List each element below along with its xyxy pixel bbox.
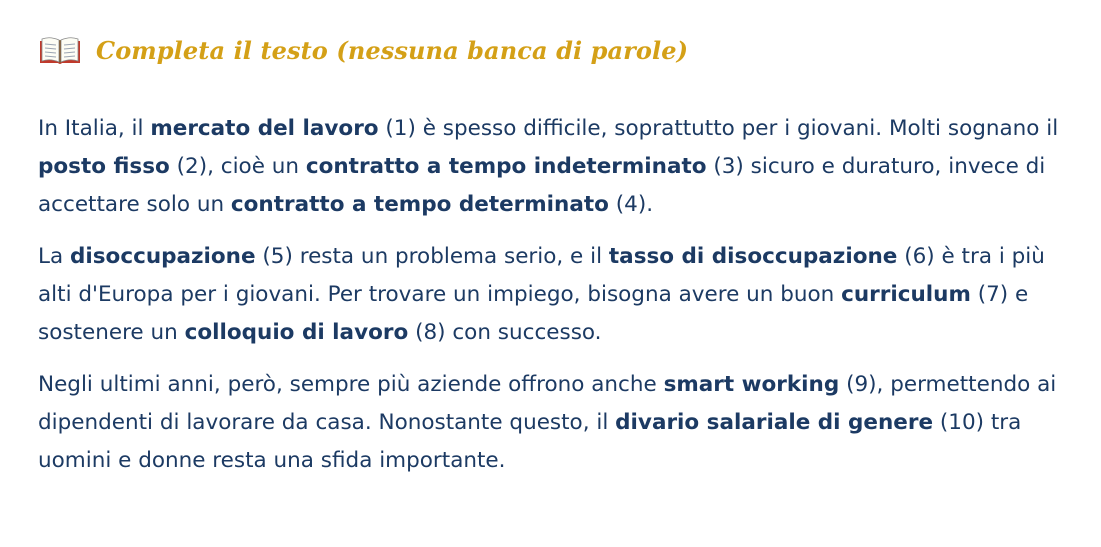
paragraph — [38, 238, 1068, 352]
vocabulary-term: colloquio di lavoro — [184, 320, 409, 345]
exercise-heading — [38, 28, 1068, 72]
open-book-icon — [38, 33, 82, 67]
paragraph-text: (1) è spesso difficile, soprattutto per i giovani. Molti sognano il — [378, 116, 1059, 141]
paragraph-text: (6) è tra i più alti d'Europa per i giovani. Per trovare un impiego, bisogna avere un buon — [38, 244, 1045, 307]
vocabulary-term: mercato del lavoro — [150, 116, 379, 141]
paragraph-text: (2), cioè un — [169, 154, 306, 179]
vocabulary-term: contratto a tempo indeterminato — [305, 154, 707, 179]
paragraph — [38, 110, 1068, 224]
paragraph-text: (5) resta un problema serio, e il — [255, 244, 609, 269]
vocabulary-term: smart working — [663, 372, 840, 397]
vocabulary-term: divario salariale di genere — [615, 410, 934, 435]
vocabulary-term: tasso di disoccupazione — [608, 244, 898, 269]
paragraph-text: Negli ultimi anni, però, sempre più aziende offrono anche — [38, 372, 664, 397]
paragraph — [38, 366, 1068, 480]
paragraph-text: La — [38, 244, 70, 269]
vocabulary-term: contratto a tempo determinato — [230, 192, 609, 217]
paragraph-text: In Italia, il — [38, 116, 151, 141]
paragraph-text: (3) sicuro e duraturo, invece di accettare solo un — [38, 154, 1046, 217]
paragraph-text: (4). — [608, 192, 654, 217]
exercise-title: Completa il testo (nessuna banca di parole) — [96, 35, 689, 65]
vocabulary-term: curriculum — [841, 282, 971, 307]
vocabulary-term: posto fisso — [38, 154, 170, 179]
paragraph-text: (10) tra uomini e donne resta una sfida importante. — [38, 410, 1022, 473]
vocabulary-term: disoccupazione — [70, 244, 256, 269]
exercise-page — [38, 28, 1068, 494]
paragraph-text: (7) e sostenere un — [38, 282, 1029, 345]
paragraph-text: (8) con successo. — [408, 320, 602, 345]
paragraph-text: (9), permettendo ai dipendenti di lavorare da casa. Nonostante questo, il — [38, 372, 1057, 435]
